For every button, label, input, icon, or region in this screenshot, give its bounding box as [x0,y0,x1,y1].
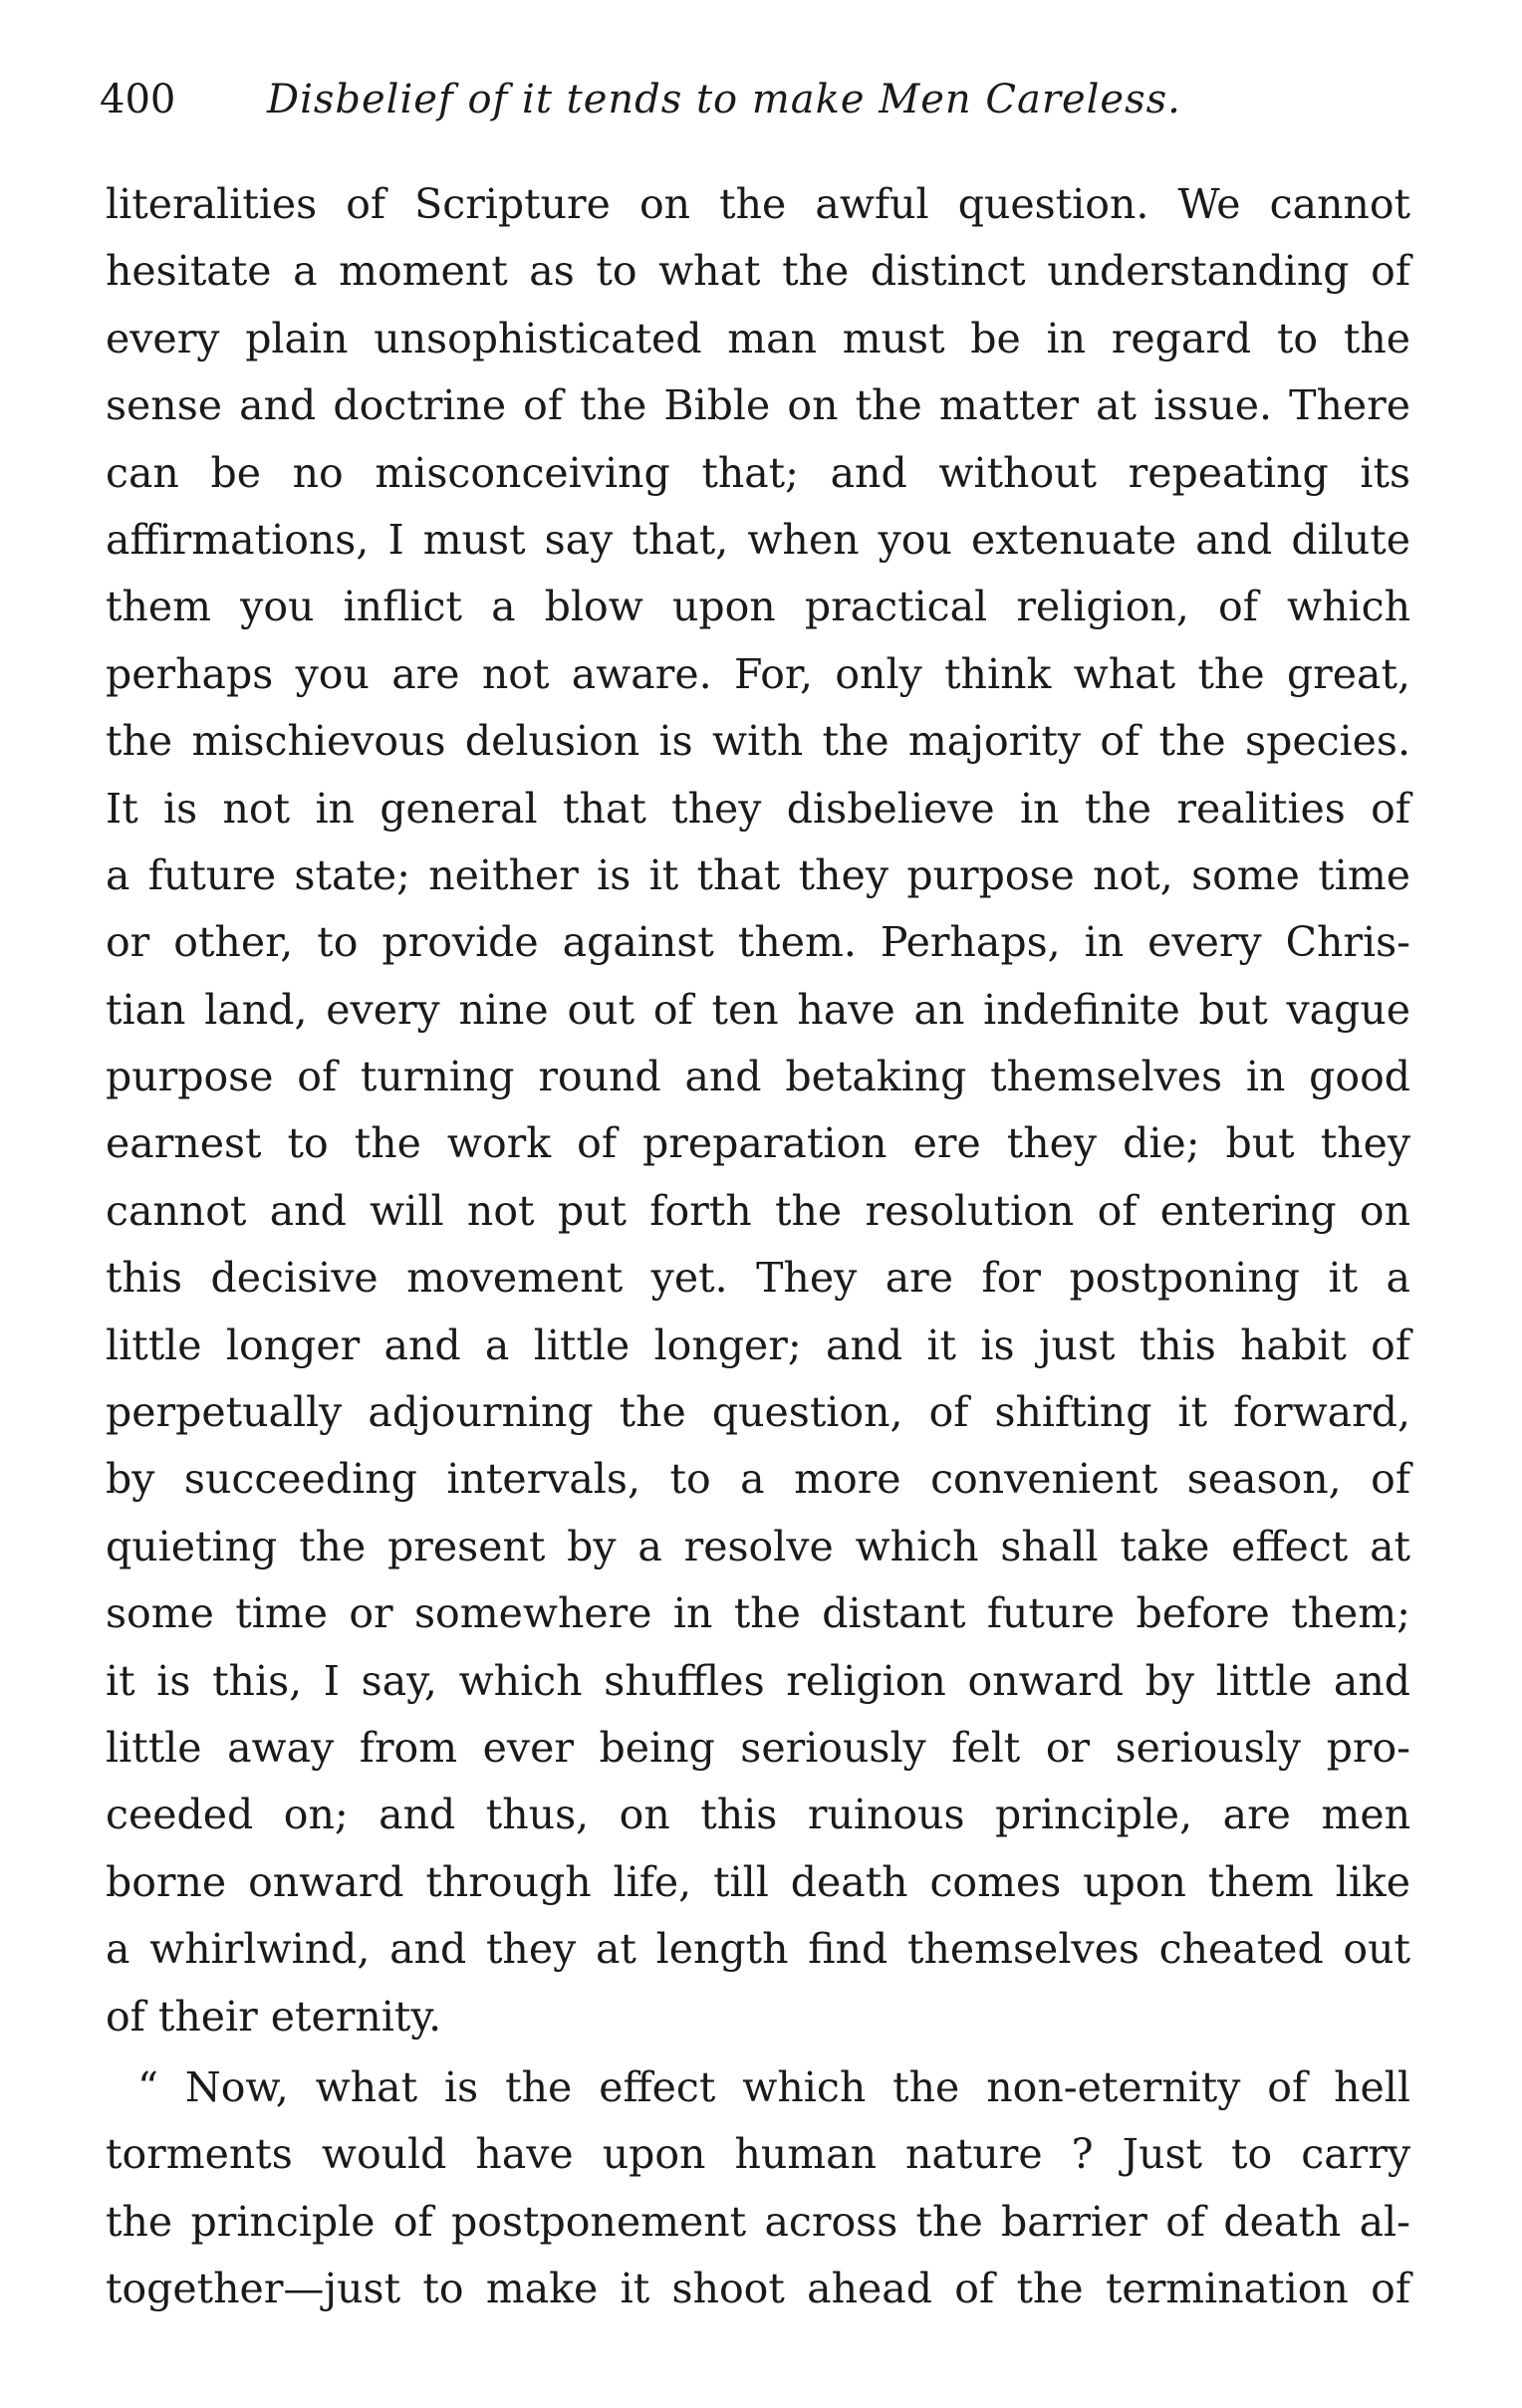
text-line: It is not in general that they disbelieve in the realities of [106,784,1410,833]
text-line: together—just to make it shoot ahead of the termination of [106,2265,1410,2313]
text-line: borne onward through life, till death comes upon them like [106,1857,1410,1906]
text-line: can be no misconceiving that; and without repeating its [106,448,1410,497]
text-line: them you inflict a blow upon practical religion, of which [106,583,1410,631]
text-line: ceeded on; and thus, on this ruinous principle, are men [106,1791,1410,1839]
text-line: perhaps you are not aware. For, only think what the great, [106,649,1410,698]
text-line: or other, to provide against them. Perhaps, in every Chris- [106,918,1410,967]
text-line: sense and doctrine of the Bible on the matter at issue. There [106,381,1410,430]
paragraph-2 [106,2054,1410,2323]
text-line: this decisive movement yet. They are for postponing it a [106,1254,1410,1303]
running-title: Disbelief of it tends to make Men Careless. [267,77,1181,122]
text-line: literalities of Scripture on the awful question. We cannot [106,180,1410,228]
text-line: torments would have upon human nature ? Just to carry [106,2130,1410,2179]
text-line: a whirlwind, and they at length find themselves cheated out [106,1925,1410,1974]
text-line: the principle of postponement across the barrier of death al- [106,2197,1410,2246]
text-line: “ Now, what is the effect which the non-eternity of hell [137,2062,1410,2111]
text-line: purpose of turning round and betaking themselves in good [106,1053,1410,1101]
text-line: earnest to the work of preparation ere they die; but they [106,1119,1410,1168]
text-line: every plain unsophisticated man must be in regard to the [106,314,1410,362]
text-line: hesitate a moment as to what the distinct understanding of [106,247,1410,296]
page-header [100,70,1414,139]
text-line: quieting the present by a resolve which shall take effect at [106,1522,1410,1570]
text-line: by succeeding intervals, to a more convenient season, of [106,1455,1410,1504]
text-line: some time or somewhere in the distant future before them; [106,1589,1410,1638]
text-line: cannot and will not put forth the resolution of entering on [106,1186,1410,1235]
text-line: the mischievous delusion is with the majority of the species. [106,717,1410,766]
text-line: little away from ever being seriously felt or seriously pro- [106,1723,1410,1772]
page-number: 400 [100,77,176,122]
text-line: it is this, I say, which shuffles religion onward by little and [106,1656,1410,1705]
text-line: perpetually adjourning the question, of shifting it forward, [106,1388,1410,1437]
text-line: of their eternity. [106,1992,442,2041]
text-line: tian land, every nine out of ten have an indefinite but vague [106,985,1410,1034]
text-line: little longer and a little longer; and it is just this habit of [106,1321,1410,1369]
text-line: a future state; neither is it that they purpose not, some time [106,850,1410,899]
text-line: affirmations, I must say that, when you extenuate and dilute [106,515,1410,564]
paragraph-1 [106,171,1410,2050]
body-text [106,171,1410,2323]
